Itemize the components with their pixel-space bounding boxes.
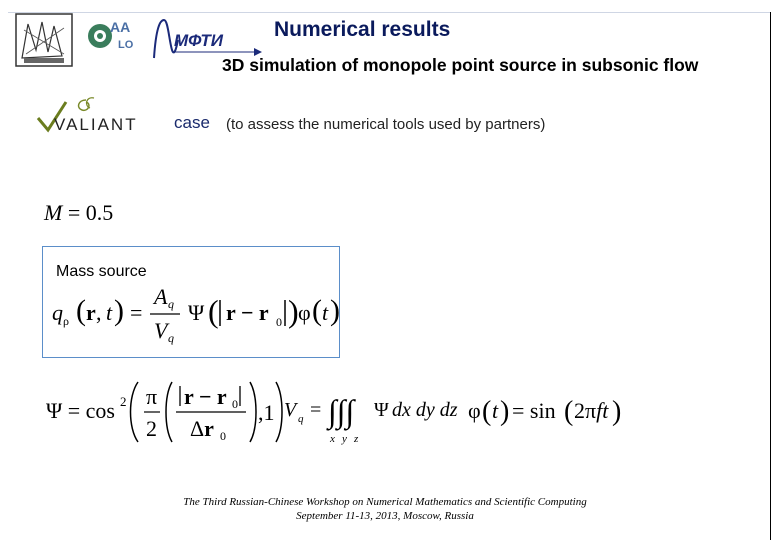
svg-text:x: x <box>330 433 335 445</box>
svg-text:V: V <box>154 318 168 343</box>
slide-subtitle: 3D simulation of monopole point source in subsonic flow <box>222 55 699 75</box>
svg-text:0: 0 <box>220 429 226 443</box>
svg-text:,1: ,1 <box>258 400 275 425</box>
svg-text:0: 0 <box>232 397 238 411</box>
svg-text:Ψ: Ψ <box>188 300 205 325</box>
svg-text:(: ( <box>482 396 492 427</box>
svg-text:AA: AA <box>110 19 131 35</box>
svg-text:q: q <box>168 297 174 311</box>
mipt-logo <box>154 20 262 58</box>
svg-text:): ) <box>612 396 622 427</box>
svg-text:2: 2 <box>146 416 157 441</box>
case-label: case <box>174 113 210 132</box>
svg-text:(: ( <box>564 396 574 427</box>
svg-text:2πft: 2πft <box>574 398 609 423</box>
svg-text:q: q <box>168 331 174 345</box>
footer <box>0 495 780 523</box>
case-note: (to assess the numerical tools used by partners) <box>226 116 546 133</box>
mipt-logo-text: МФТИ <box>174 31 223 50</box>
svg-text:(: ( <box>208 293 219 329</box>
svg-text:q: q <box>298 413 304 425</box>
volume-integral-equation <box>282 386 462 446</box>
svg-text:=: = <box>310 399 322 421</box>
svg-text:z: z <box>354 433 359 445</box>
svg-text:0: 0 <box>276 315 282 329</box>
svg-text:t: t <box>492 398 499 423</box>
valiant-logo-text: VALIANT <box>54 115 138 134</box>
svg-text:Ψ = cos: Ψ = cos <box>46 398 115 423</box>
right-rule <box>770 12 771 540</box>
svg-text:LO: LO <box>118 39 134 51</box>
svg-text:Δr: Δr <box>190 416 214 441</box>
mass-source-equation <box>50 282 340 350</box>
svg-text:): ) <box>330 294 340 327</box>
svg-text:V: V <box>284 399 297 421</box>
svg-text:t: t <box>106 300 113 325</box>
svg-text:y: y <box>342 433 347 445</box>
valiant-logo <box>36 94 166 134</box>
svg-text:r − r: r − r <box>226 300 269 325</box>
svg-text:φ: φ <box>468 398 481 423</box>
mach-number: M = 0.5 <box>44 200 114 225</box>
university-seal-logo <box>16 14 72 66</box>
footer-line-2: September 11-13, 2013, Moscow, Russia <box>296 510 474 522</box>
svg-text:=: = <box>130 300 143 325</box>
svg-text:r − r: r − r <box>184 384 227 409</box>
phi-equation <box>466 394 626 434</box>
svg-text:= sin: = sin <box>512 398 556 423</box>
footer-line-1: The Third Russian-Chinese Workshop on Numerical Mathematics and Scientific Computing <box>183 496 587 508</box>
svg-text:(: ( <box>312 294 322 327</box>
svg-text:): ) <box>500 396 510 427</box>
svg-text:Ψ: Ψ <box>374 399 389 421</box>
svg-text:t: t <box>322 300 329 325</box>
svg-text:qρ: $q_\rho$ <box>52 300 69 328</box>
svg-text:∫∫∫: ∫∫∫ <box>328 393 355 429</box>
svg-text:2: 2 <box>120 394 127 409</box>
slide-title: Numerical results <box>274 18 451 41</box>
svg-text:A: A <box>154 284 168 309</box>
svg-text:r: r <box>86 300 96 325</box>
svg-text:π: π <box>146 384 158 409</box>
aa-institute-logo <box>88 19 134 51</box>
svg-text:(: ( <box>76 294 86 327</box>
mass-source-label: Mass source <box>56 263 147 280</box>
svg-text:,: , <box>96 300 102 325</box>
svg-text:): ) <box>288 293 299 329</box>
svg-text:dx dy dz: dx dy dz <box>392 399 458 421</box>
svg-text:): ) <box>114 294 124 327</box>
psi-equation <box>44 376 284 446</box>
svg-text:φ: φ <box>298 300 311 325</box>
